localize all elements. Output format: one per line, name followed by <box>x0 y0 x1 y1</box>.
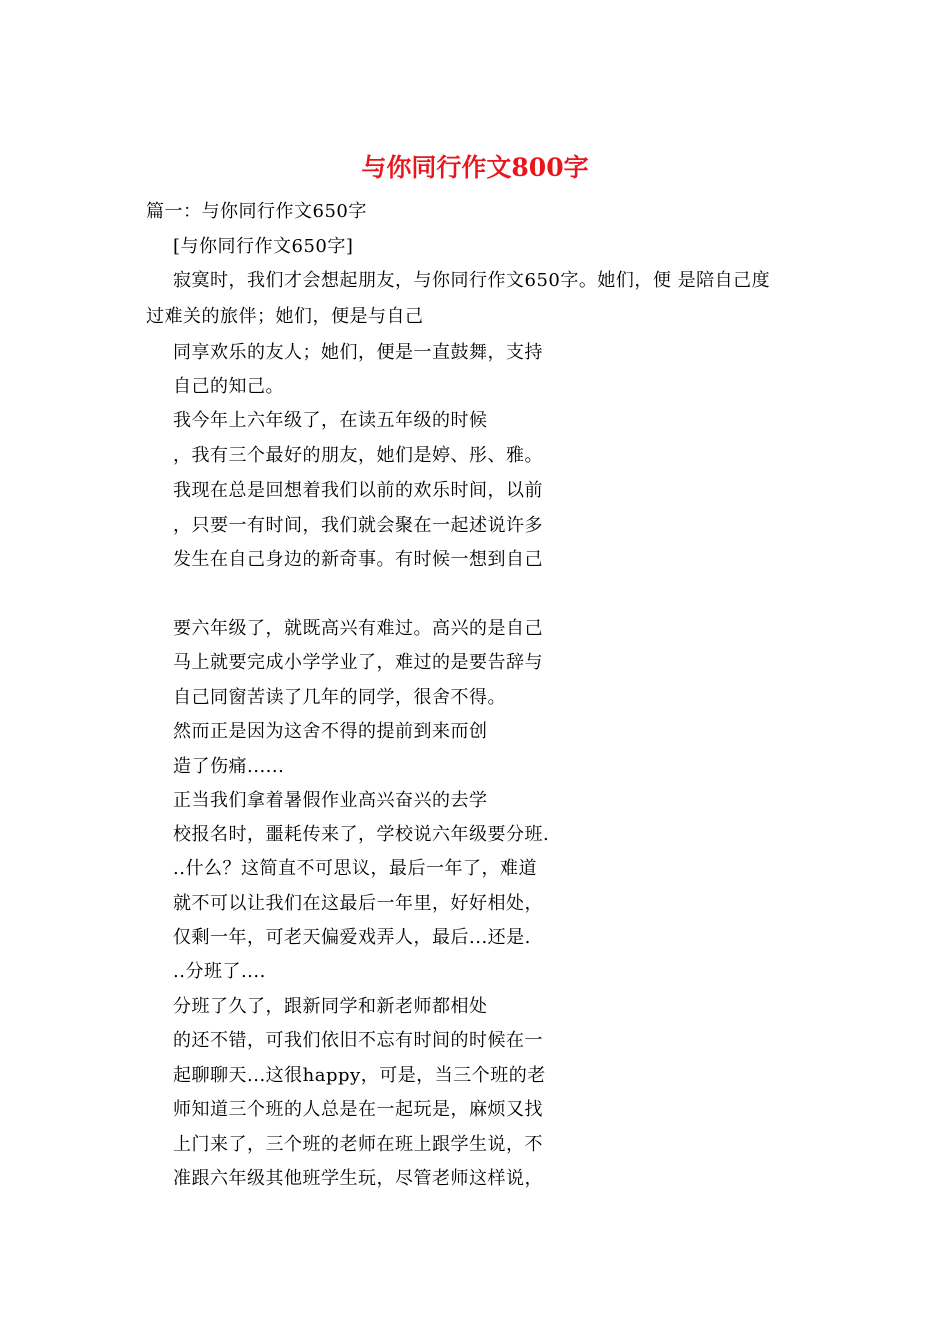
text-line: 同享欢乐的友人；她们，便是一直鼓舞，支持 <box>173 342 543 363</box>
text-line: ，只要一有时间，我们就会聚在一起述说许多 <box>173 515 543 536</box>
text-line: 然而正是因为这舍不得的提前到来而创 <box>173 721 488 742</box>
document-title: 与你同行作文800字 <box>361 153 589 182</box>
text-line: 寂寞时，我们才会想起朋友，与你同行作文650字。她们，便 是陪自己度 <box>173 270 771 291</box>
text-line: 师知道三个班的人总是在一起玩是，麻烦又找 <box>173 1099 543 1120</box>
text-line: 我今年上六年级了，在读五年级的时候 <box>173 410 488 431</box>
text-line: 篇一：与你同行作文650字 <box>146 201 367 222</box>
text-line: 起聊聊天...这很happy，可是，当三个班的老 <box>173 1065 546 1086</box>
text-line: ..什么？这简直不可思议，最后一年了，难道 <box>173 858 537 879</box>
text-line: 仅剩一年，可老天偏爱戏弄人，最后...还是. <box>173 927 531 948</box>
text-line: 准跟六年级其他班学生玩，尽管老师这样说， <box>173 1168 543 1189</box>
text-line: 马上就要完成小学学业了，难过的是要告辞与 <box>173 652 543 673</box>
text-line: ，我有三个最好的朋友，她们是婷、彤、雅。 <box>173 445 543 466</box>
text-line: 过难关的旅伴；她们，便是与自己 <box>146 306 424 327</box>
text-line: 发生在自己身边的新奇事。有时候一想到自己 <box>173 549 543 570</box>
text-line: ..分班了.... <box>173 961 266 982</box>
text-line: 正当我们拿着暑假作业高兴奋兴的去学 <box>173 790 488 811</box>
text-line: 校报名时，噩耗传来了，学校说六年级要分班. <box>173 824 550 845</box>
text-line: 就不可以让我们在这最后一年里，好好相处， <box>173 893 543 914</box>
text-line: 造了伤痛...... <box>173 756 285 777</box>
text-line: [与你同行作文650字] <box>173 236 354 257</box>
text-line: 自己同窗苦读了几年的同学，很舍不得。 <box>173 687 506 708</box>
text-line: 我现在总是回想着我们以前的欢乐时间，以前 <box>173 480 543 501</box>
text-line: 的还不错，可我们依旧不忘有时间的时候在一 <box>173 1030 543 1051</box>
text-line: 分班了久了，跟新同学和新老师都相处 <box>173 996 488 1017</box>
text-line: 要六年级了，就既高兴有难过。高兴的是自己 <box>173 618 543 639</box>
text-line: 上门来了，三个班的老师在班上跟学生说，不 <box>173 1134 543 1155</box>
text-line: 自己的知己。 <box>173 376 284 397</box>
